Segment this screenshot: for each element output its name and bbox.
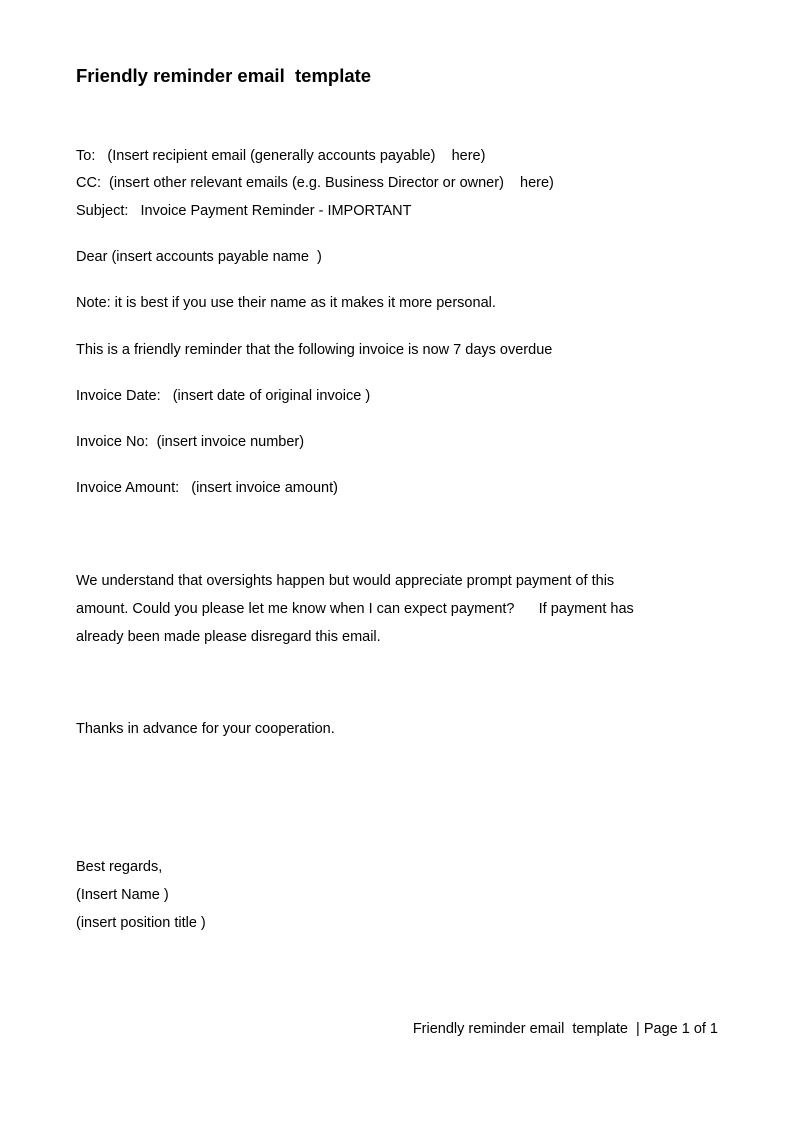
greeting: Dear (insert accounts payable name )	[76, 249, 322, 265]
intro-line: This is a friendly reminder that the following invoice is now 7 days overdue	[76, 342, 553, 358]
invoice-date-line: Invoice Date: (insert date of original invoice )	[76, 388, 371, 404]
to-line: To: (Insert recipient email (generally accounts payable) here)	[76, 148, 486, 164]
page-footer: Friendly reminder email template | Page 1 of 1	[412, 1021, 718, 1037]
closing-line: Best regards,	[76, 859, 163, 875]
invoice-amount-line: Invoice Amount: (insert invoice amount)	[76, 480, 338, 496]
note-line: Note: it is best if you use their name as it makes it more personal.	[76, 295, 496, 311]
signer-name: (Insert Name )	[76, 887, 169, 903]
invoice-number-line: Invoice No: (insert invoice number)	[76, 434, 305, 450]
body-line-1: We understand that oversights happen but would appreciate prompt payment of this	[76, 573, 615, 589]
document-title: Friendly reminder email template	[76, 65, 372, 86]
body-line-3: already been made please disregard this email.	[76, 629, 381, 645]
cc-line: CC: (insert other relevant emails (e.g. Business Director or owner) here)	[76, 175, 554, 191]
signer-position: (insert position title )	[76, 915, 206, 931]
body-line-2: amount. Could you please let me know when I can expect payment? If payment has	[76, 601, 634, 617]
subject-line: Subject: Invoice Payment Reminder - IMPORTANT	[76, 203, 412, 219]
thanks-line: Thanks in advance for your cooperation.	[76, 721, 335, 737]
